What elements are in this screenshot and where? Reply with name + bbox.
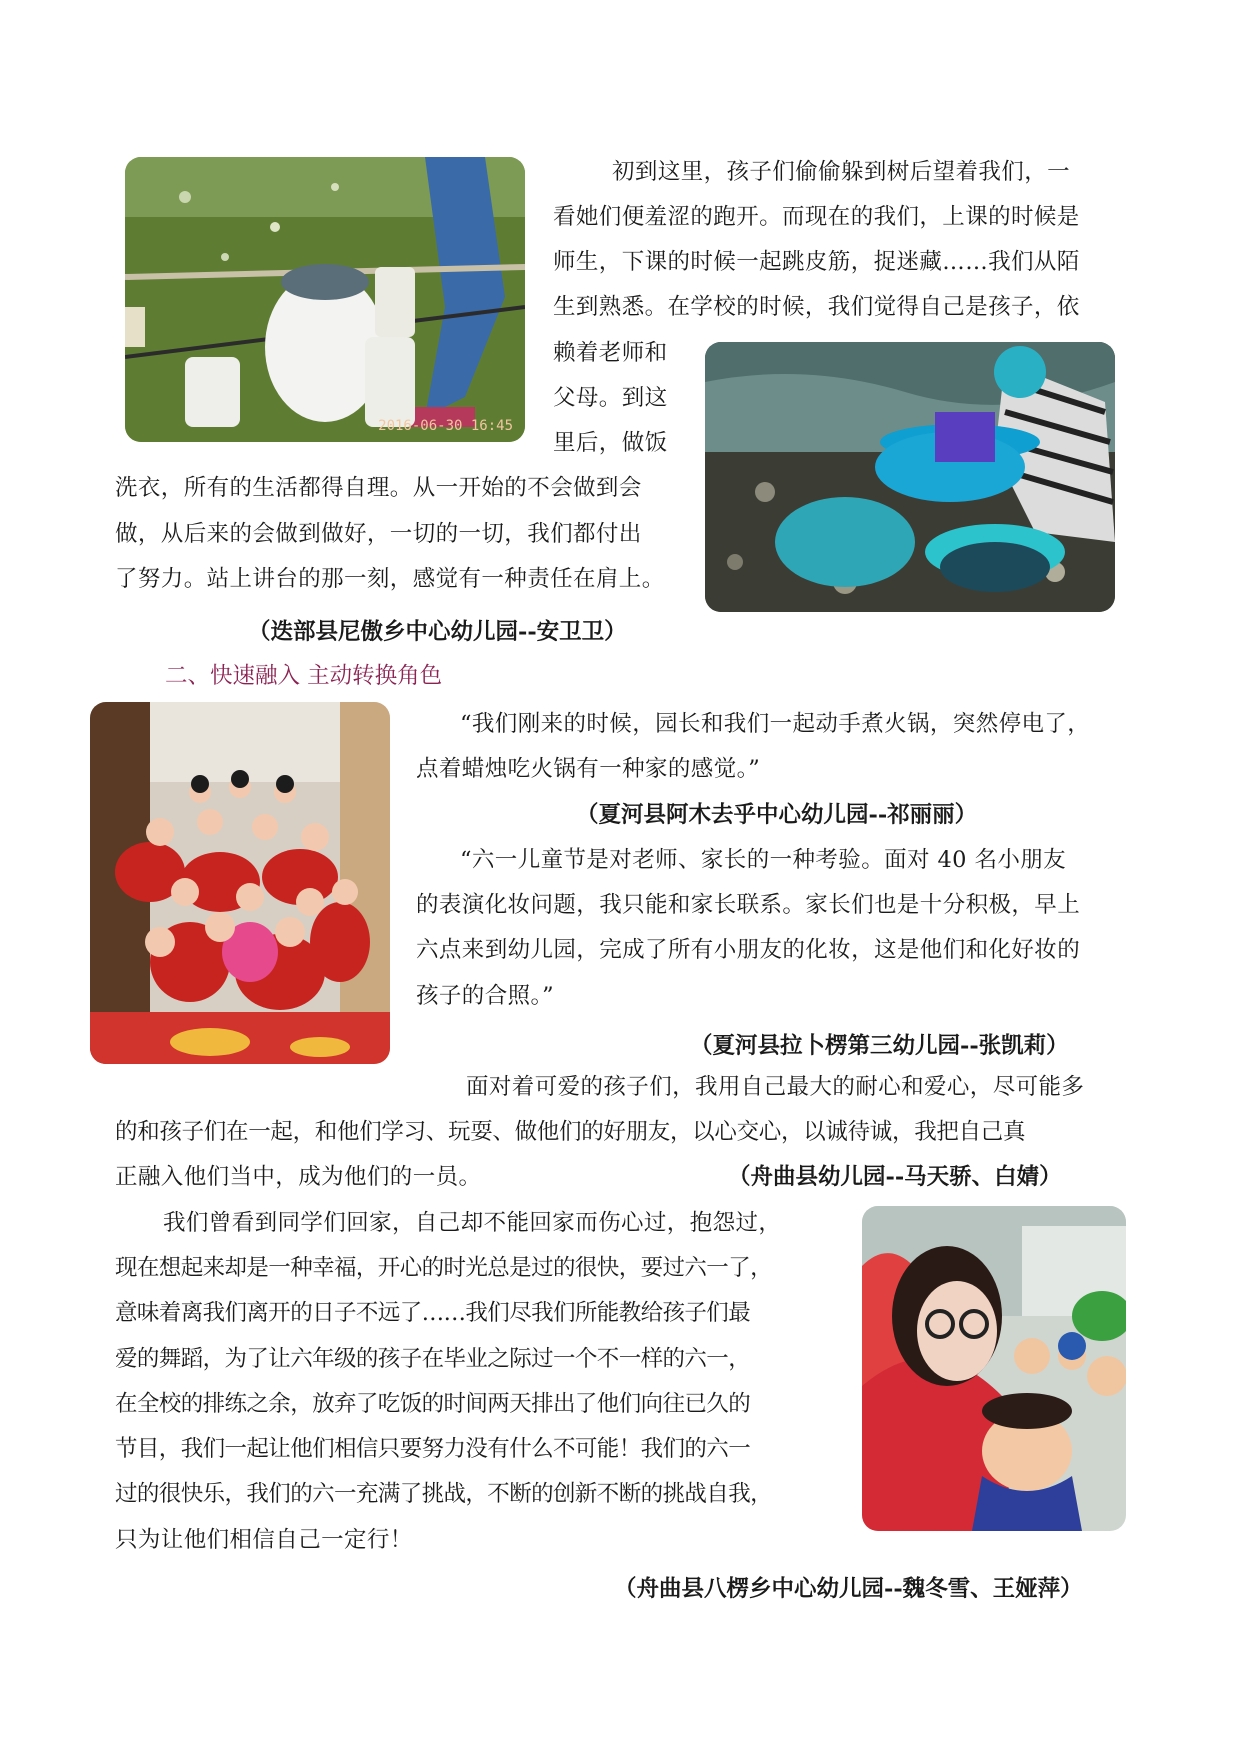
photo-group-children xyxy=(90,702,390,1064)
s1-author: （迭部县尼傲乡中心幼儿园--安卫卫） xyxy=(248,619,627,645)
s3-line-1: 我们曾看到同学们回家，自己却不能回家而伤心过，抱怨过， xyxy=(163,1210,782,1236)
s3-line-2: 现在想起来却是一种幸福，开心的时光总是过的很快，要过六一了， xyxy=(115,1255,773,1281)
s2-author-2: （夏河县拉卜楞第三幼儿园--张凯莉） xyxy=(690,1033,1069,1059)
photo-timestamp: 2016-06-30 16:45 xyxy=(378,418,513,434)
s1-line-1: 初到这里，孩子们偷偷躲到树后望着我们，一 xyxy=(612,159,1071,185)
s1-line-3: 师生，下课的时候一起跳皮筋，捉迷藏……我们从陌 xyxy=(553,249,1080,275)
s2-quote1-line-2: 点着蜡烛吃火锅有一种家的感觉。” xyxy=(416,756,761,782)
s2-para3-line-2: 的和孩子们在一起，和他们学习、玩耍、做他们的好朋友，以心交心，以诚待诚，我把自己真 xyxy=(115,1119,1026,1145)
s3-line-7: 过的很快乐，我们的六一充满了挑战，不断的创新不断的挑战自我， xyxy=(115,1481,773,1507)
s2-quote1-line-1: “我们刚来的时候，园长和我们一起动手煮火锅，突然停电了， xyxy=(460,711,1091,737)
s2-author-1: （夏河县阿木去乎中心幼儿园--祁丽丽） xyxy=(576,802,978,828)
s2-para3-line-1: 面对着可爱的孩子们，我用自己最大的耐心和爱心，尽可能多 xyxy=(466,1074,1085,1100)
s3-line-8: 只为让他们相信自己一定行！ xyxy=(115,1527,413,1553)
s1-line-10: 了努力。站上讲台的那一刻，感觉有一种责任在肩上。 xyxy=(115,566,665,592)
s1-line-6: 父母。到这 xyxy=(553,385,668,411)
s2-quote2-line-2: 的表演化妆问题，我只能和家长联系。家长们也是十分积极，早上 xyxy=(416,892,1081,918)
s2-para3-line-3: 正融入他们当中，成为他们的一员。 xyxy=(115,1164,482,1190)
s1-line-8: 洗衣，所有的生活都得自理。从一开始的不会做到会 xyxy=(115,475,642,501)
photo-teacher-selfie xyxy=(862,1206,1126,1531)
s1-line-7: 里后，做饭 xyxy=(553,430,668,456)
photo-washing-clothes xyxy=(705,342,1115,612)
s3-line-5: 在全校的排练之余，放弃了吃饭的时间两天排出了他们向往已久的 xyxy=(115,1391,751,1417)
s1-line-4: 生到熟悉。在学校的时候，我们觉得自己是孩子，依 xyxy=(553,294,1080,320)
s2-quote2-line-4: 孩子的合照。” xyxy=(416,983,555,1009)
section-heading: 二、快速融入 主动转换角色 xyxy=(165,663,443,689)
photo-water-containers xyxy=(125,157,525,442)
s3-author: （舟曲县八楞乡中心幼儿园--魏冬雪、王娅萍） xyxy=(614,1576,1083,1602)
s1-line-9: 做，从后来的会做到做好，一切的一切，我们都付出 xyxy=(115,521,642,547)
s1-line-5: 赖着老师和 xyxy=(553,340,668,366)
s2-author-3: （舟曲县幼儿园--马天骄、白婧） xyxy=(728,1164,1062,1190)
s3-line-4: 爱的舞蹈，为了让六年级的孩子在毕业之际过一个不一样的六一， xyxy=(115,1346,751,1372)
s2-quote2-line-3: 六点来到幼儿园，完成了所有小朋友的化妆，这是他们和化好妆的 xyxy=(416,937,1081,963)
s1-line-2: 看她们便羞涩的跑开。而现在的我们，上课的时候是 xyxy=(553,204,1080,230)
s3-line-6: 节目，我们一起让他们相信只要努力没有什么不可能！我们的六一 xyxy=(115,1436,751,1462)
s2-quote2-line-1: “六一儿童节是对老师、家长的一种考验。面对 40 名小朋友 xyxy=(460,847,1067,873)
s3-line-3: 意味着离我们离开的日子不远了……我们尽我们所能教给孩子们最 xyxy=(115,1300,751,1326)
